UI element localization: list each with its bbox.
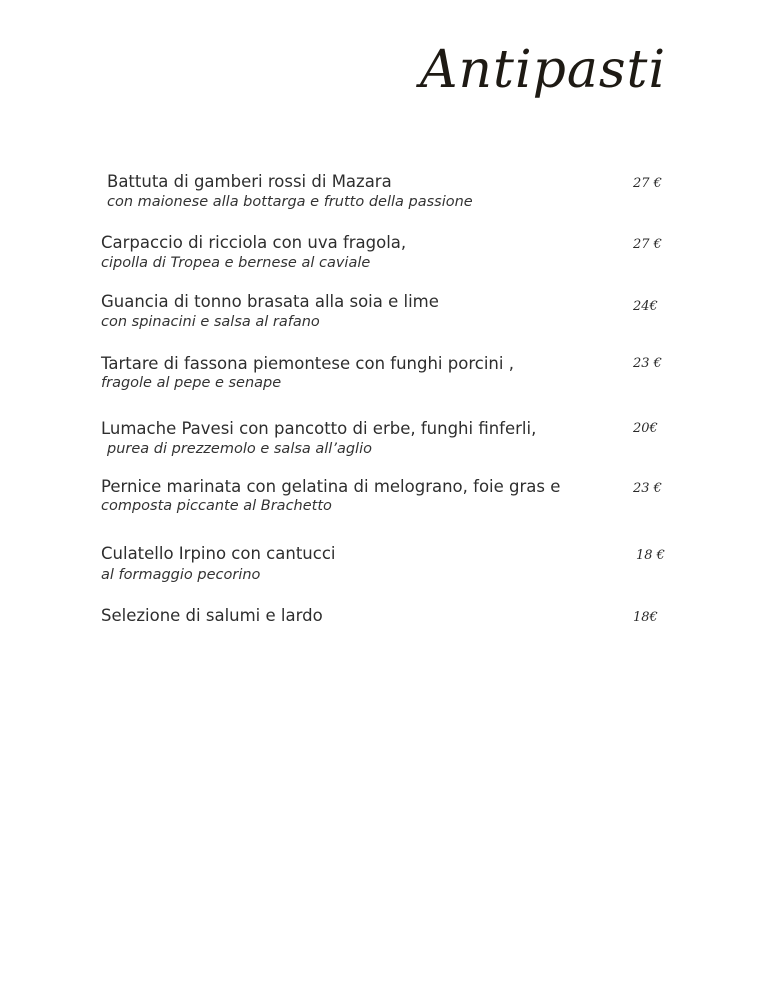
dish-price: 24€	[633, 299, 658, 314]
dish-name: Tartare di fassona piemontese con funghi porcini ,	[101, 354, 514, 373]
dish-name: Battuta di gamberi rossi di Mazara	[107, 172, 392, 191]
dish-name: Culatello Irpino con cantucci	[101, 544, 336, 563]
dish-name: Lumache Pavesi con pancotto di erbe, funghi finferli,	[101, 419, 537, 438]
dish-description: con spinacini e salsa al rafano	[101, 314, 320, 330]
dish-price: 23 €	[633, 481, 662, 496]
dish-description: purea di prezzemolo e salsa all’aglio	[107, 441, 372, 457]
dish-description: composta piccante al Brachetto	[101, 498, 332, 514]
dish-description: con maionese alla bottarga e frutto della passione	[107, 194, 473, 210]
page-title: Antipasti	[420, 40, 667, 100]
dish-description: al formaggio pecorino	[101, 567, 261, 583]
dish-price: 27 €	[633, 237, 662, 252]
dish-name: Carpaccio di ricciola con uva fragola,	[101, 233, 407, 252]
dish-price: 23 €	[633, 356, 662, 371]
dish-description: fragole al pepe e senape	[101, 375, 282, 391]
dish-name: Guancia di tonno brasata alla soia e lime	[101, 292, 439, 311]
dish-price: 18€	[633, 610, 658, 625]
dish-name: Selezione di salumi e lardo	[101, 606, 323, 625]
dish-description: cipolla di Tropea e bernese al caviale	[101, 255, 371, 271]
dish-price: 27 €	[633, 176, 662, 191]
dish-price: 20€	[633, 421, 658, 436]
dish-price: 18 €	[636, 548, 665, 563]
dish-name: Pernice marinata con gelatina di melograno, foie gras e	[101, 477, 561, 496]
